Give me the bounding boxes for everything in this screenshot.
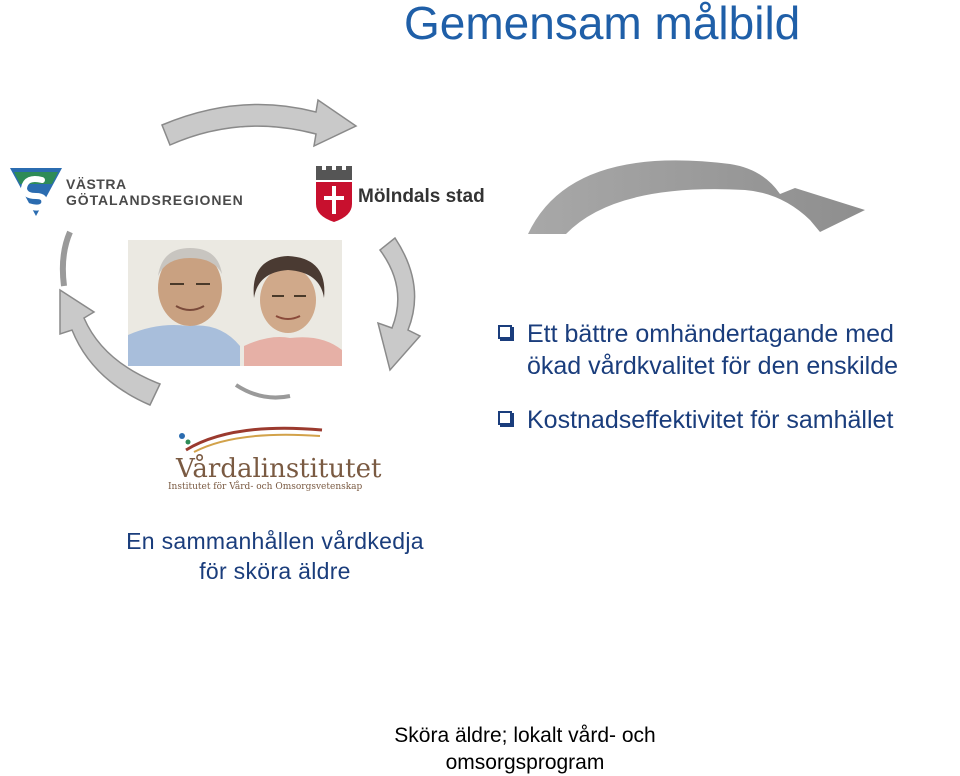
checkbox-bullet-icon	[498, 411, 512, 425]
bullet-text	[527, 318, 957, 382]
checkbox-bullet-icon	[498, 325, 512, 339]
bullet-line: ökad vårdkvalitet för den enskilde	[527, 352, 899, 380]
footer-text	[340, 722, 710, 776]
bullet-line: Kostnadseffektivitet för samhället	[527, 406, 894, 434]
care-chain-caption	[60, 526, 490, 586]
elderly-couple-photo	[128, 240, 342, 366]
bullet-line: Ett bättre omhändertagande med	[527, 320, 894, 348]
goal-bullet-list	[497, 318, 957, 458]
molndal-crest-icon	[314, 166, 354, 224]
molndal-wordmark: Mölndals stad	[358, 186, 485, 207]
page-title: Gemensam målbild	[404, 0, 801, 49]
footer-line: omsorgsprogram	[445, 751, 605, 774]
bullet-item	[497, 404, 957, 436]
vgregion-wordmark	[66, 176, 244, 208]
bullet-item	[497, 318, 957, 382]
vardalinstitutet-swoosh-icon	[172, 420, 332, 454]
curved-arrow-icon	[520, 150, 870, 240]
vgregion-line-2: GÖTALANDSREGIONEN	[66, 192, 244, 208]
caption-line: för sköra äldre	[199, 558, 351, 584]
vgregion-logo-icon	[8, 166, 64, 218]
vgregion-line-1: VÄSTRA	[66, 176, 127, 192]
caption-line: En sammanhållen vårdkedja	[126, 528, 424, 554]
bullet-text	[527, 404, 957, 436]
footer-line: Sköra äldre; lokalt vård- och	[394, 724, 656, 747]
vardalinstitutet-subtitle: Institutet för Vård- och Omsorgsvetenskap	[168, 482, 363, 492]
vardalinstitutet-wordmark: Vårdalinstitutet	[176, 454, 382, 484]
